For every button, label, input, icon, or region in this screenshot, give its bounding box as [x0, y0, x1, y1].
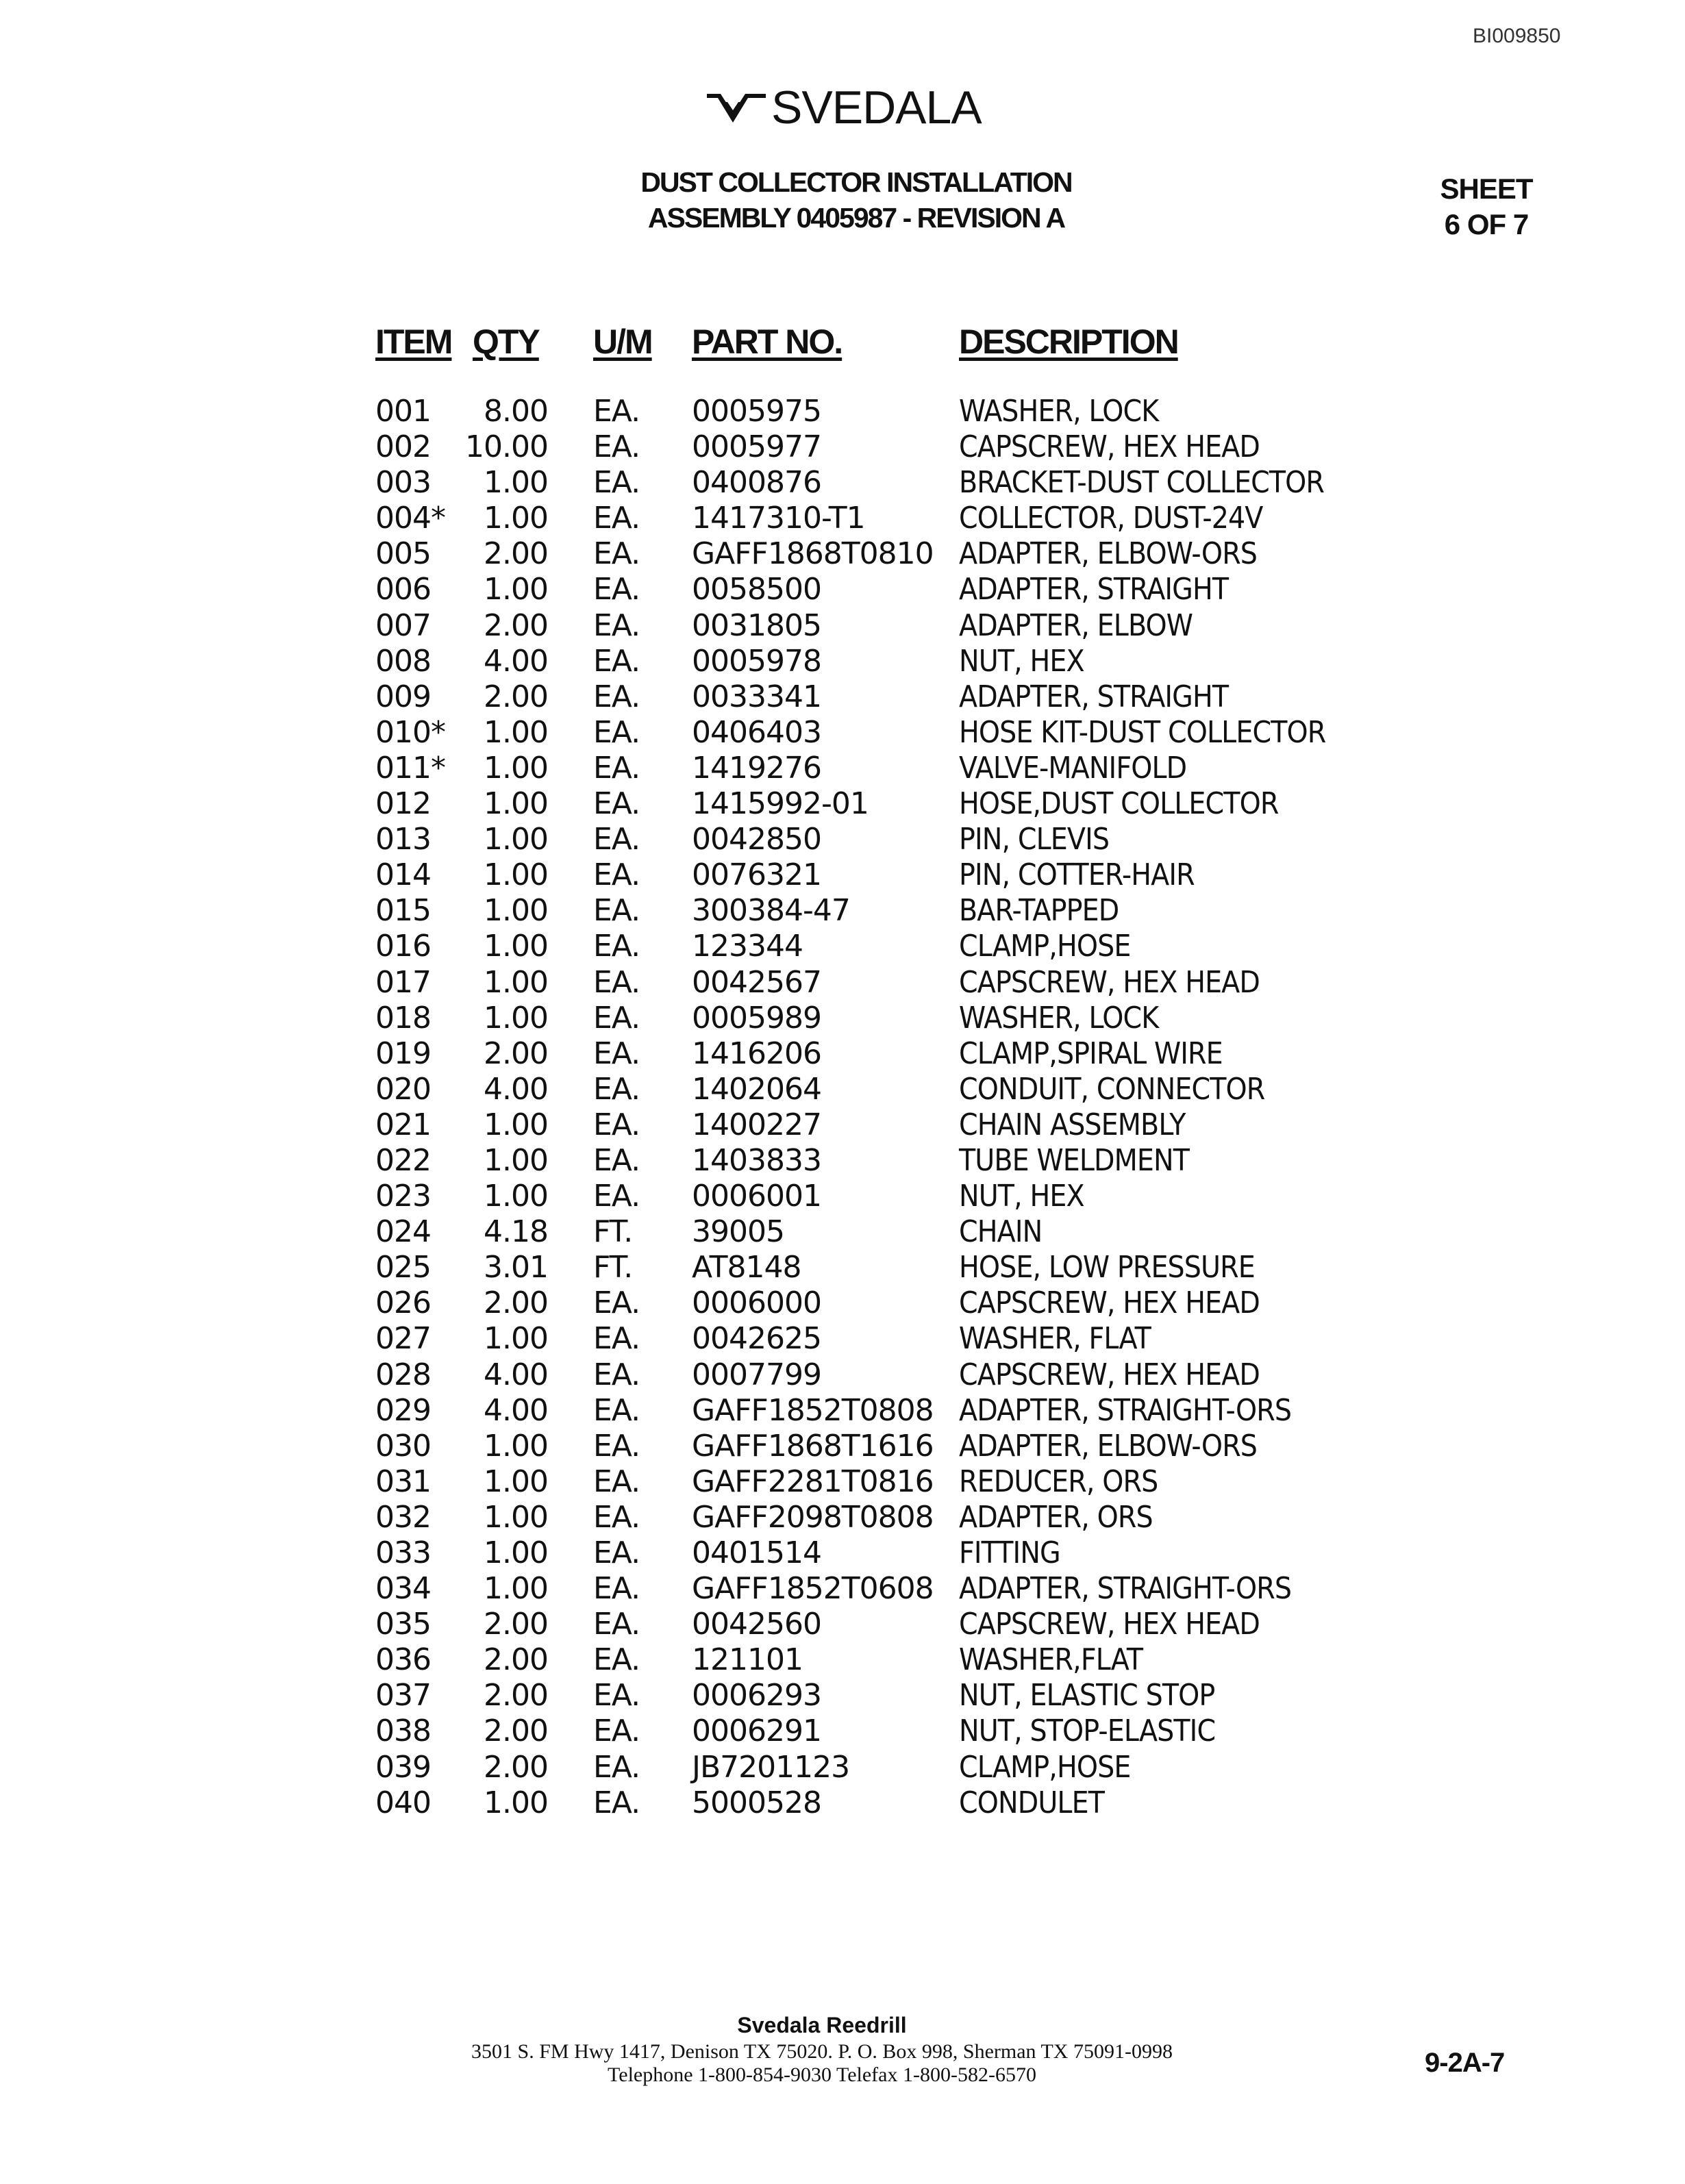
description-cell: CONDUIT, CONNECTOR	[959, 1071, 1265, 1107]
part-number-cell: 0058500	[692, 572, 821, 607]
item-cell: 034	[375, 1571, 431, 1607]
description-cell: CAPSCREW, HEX HEAD	[959, 1357, 1260, 1392]
description-cell: REDUCER, ORS	[959, 1464, 1158, 1499]
part-number-cell: 300384-47	[692, 893, 850, 929]
parts-table	[0, 394, 1685, 1821]
column-header-part: PART NO.	[692, 323, 842, 361]
part-number-cell: GAFF1868T0810	[692, 536, 934, 572]
qty-cell: 1.00	[484, 964, 548, 1000]
um-cell: EA.	[593, 1464, 640, 1499]
description-cell: CLAMP,SPIRAL WIRE	[959, 1035, 1223, 1071]
part-number-cell: 0005989	[692, 1000, 821, 1035]
um-cell: EA.	[593, 501, 640, 536]
um-cell: EA.	[593, 1428, 640, 1464]
item-cell: 008	[375, 643, 431, 679]
qty-cell: 1.00	[484, 822, 548, 857]
item-cell: 040	[375, 1785, 431, 1820]
part-number-cell: 0005978	[692, 643, 821, 679]
part-number-cell: 0005977	[692, 429, 821, 465]
item-cell: 014	[375, 857, 431, 893]
item-cell: 020	[375, 1071, 431, 1107]
table-row	[0, 1464, 1685, 1500]
um-cell: EA.	[593, 964, 640, 1000]
qty-cell: 2.00	[484, 679, 548, 714]
qty-cell: 1.00	[484, 714, 548, 750]
um-cell: EA.	[593, 429, 640, 465]
description-cell: CONDULET	[959, 1785, 1104, 1820]
description-cell: CHAIN	[959, 1214, 1043, 1250]
qty-cell: 1.00	[484, 857, 548, 893]
um-cell: EA.	[593, 1607, 640, 1642]
um-cell: EA.	[593, 822, 640, 857]
table-row	[0, 465, 1685, 501]
column-header-qty: QTY	[473, 323, 539, 361]
qty-cell: 1.00	[484, 893, 548, 929]
um-cell: EA.	[593, 1392, 640, 1428]
um-cell: EA.	[593, 1749, 640, 1785]
description-cell: ADAPTER, STRAIGHT	[959, 679, 1229, 714]
item-cell: 013	[375, 822, 431, 857]
part-number-cell: 0042567	[692, 964, 821, 1000]
um-cell: EA.	[593, 643, 640, 679]
um-cell: EA.	[593, 572, 640, 607]
part-number-cell: 0006293	[692, 1678, 821, 1714]
description-cell: FITTING	[959, 1535, 1060, 1570]
footer-company: Svedala Reedrill	[737, 2013, 907, 2037]
qty-cell: 2.00	[484, 1642, 548, 1678]
um-cell: EA.	[593, 1142, 640, 1178]
description-cell: CHAIN ASSEMBLY	[959, 1107, 1186, 1142]
um-cell: EA.	[593, 714, 640, 750]
part-number-cell: 0007799	[692, 1357, 821, 1392]
part-number-cell: 123344	[692, 929, 803, 964]
description-cell: VALVE-MANIFOLD	[959, 750, 1187, 786]
svedala-logo	[706, 81, 982, 134]
description-cell: CAPSCREW, HEX HEAD	[959, 1607, 1260, 1642]
item-cell: 016	[375, 929, 431, 964]
footer	[342, 2010, 1301, 2087]
table-row	[0, 1072, 1685, 1107]
um-cell: EA.	[593, 1714, 640, 1749]
part-number-cell: GAFF2281T0816	[692, 1464, 934, 1499]
qty-cell: 10.00	[465, 429, 548, 465]
description-cell: CLAMP,HOSE	[959, 929, 1131, 964]
item-cell: 005	[375, 536, 431, 572]
item-cell: 036	[375, 1642, 431, 1678]
table-row	[0, 429, 1685, 465]
table-row	[0, 608, 1685, 644]
table-row	[0, 1785, 1685, 1821]
table-row	[0, 822, 1685, 857]
qty-cell: 1.00	[484, 929, 548, 964]
description-cell: HOSE KIT-DUST COLLECTOR	[959, 714, 1326, 750]
description-cell: ADAPTER, ORS	[959, 1499, 1153, 1535]
qty-cell: 2.00	[484, 607, 548, 643]
description-cell: NUT, STOP-ELASTIC	[959, 1714, 1216, 1749]
description-cell: WASHER, FLAT	[959, 1321, 1151, 1357]
column-header-item: ITEM	[375, 323, 452, 361]
part-number-cell: 0033341	[692, 679, 821, 714]
item-cell: 032	[375, 1499, 431, 1535]
item-cell: 023	[375, 1179, 431, 1214]
qty-cell: 1.00	[484, 1142, 548, 1178]
part-number-cell: 0031805	[692, 607, 821, 643]
um-cell: EA.	[593, 1071, 640, 1107]
qty-cell: 1.00	[484, 1535, 548, 1570]
um-cell: EA.	[593, 1035, 640, 1071]
um-cell: EA.	[593, 1678, 640, 1714]
part-number-cell: 0006001	[692, 1179, 821, 1214]
item-cell: 007	[375, 607, 431, 643]
description-cell: PIN, COTTER-HAIR	[959, 857, 1195, 893]
qty-cell: 4.00	[484, 1392, 548, 1428]
table-row	[0, 1750, 1685, 1785]
description-cell: CAPSCREW, HEX HEAD	[959, 1285, 1260, 1321]
qty-cell: 1.00	[484, 1785, 548, 1820]
item-cell: 025	[375, 1250, 431, 1285]
item-cell: 030	[375, 1428, 431, 1464]
qty-cell: 2.00	[484, 1714, 548, 1749]
item-cell: 038	[375, 1714, 431, 1749]
table-row	[0, 857, 1685, 893]
qty-cell: 1.00	[484, 501, 548, 536]
description-cell: WASHER,FLAT	[959, 1642, 1143, 1678]
item-cell: 009	[375, 679, 431, 714]
qty-cell: 1.00	[484, 1179, 548, 1214]
qty-cell: 1.00	[484, 1000, 548, 1035]
part-number-cell: 0005975	[692, 394, 821, 429]
qty-cell: 3.01	[484, 1250, 548, 1285]
table-row	[0, 1535, 1685, 1571]
part-number-cell: 39005	[692, 1214, 784, 1250]
description-cell: BRACKET-DUST COLLECTOR	[959, 465, 1325, 501]
um-cell: EA.	[593, 1571, 640, 1607]
part-number-cell: 0042625	[692, 1321, 821, 1357]
description-cell: BAR-TAPPED	[959, 893, 1119, 929]
table-row	[0, 1179, 1685, 1214]
item-cell: 029	[375, 1392, 431, 1428]
item-cell: 017	[375, 964, 431, 1000]
um-cell: EA.	[593, 1285, 640, 1321]
table-row	[0, 1429, 1685, 1464]
item-cell: 015	[375, 893, 431, 929]
um-cell: FT.	[593, 1214, 633, 1250]
qty-cell: 1.00	[484, 1107, 548, 1142]
part-number-cell: 0400876	[692, 465, 821, 501]
table-header	[0, 322, 1685, 370]
part-number-cell: 1402064	[692, 1071, 821, 1107]
sheet-value: 6 OF 7	[1444, 208, 1529, 240]
qty-cell: 1.00	[484, 572, 548, 607]
part-number-cell: 0042850	[692, 822, 821, 857]
part-number-cell: 121101	[692, 1642, 803, 1678]
part-number-cell: JB7201123	[692, 1749, 850, 1785]
qty-cell: 4.18	[484, 1214, 548, 1250]
part-number-cell: 0042560	[692, 1607, 821, 1642]
um-cell: EA.	[593, 786, 640, 822]
table-row	[0, 751, 1685, 786]
qty-cell: 2.00	[484, 1035, 548, 1071]
description-cell: WASHER, LOCK	[959, 1000, 1159, 1035]
table-row	[0, 501, 1685, 536]
part-number-cell: 0406403	[692, 714, 821, 750]
part-number-cell: AT8148	[692, 1250, 801, 1285]
table-row	[0, 893, 1685, 929]
document-id: BI009850	[1473, 25, 1561, 47]
item-cell: 019	[375, 1035, 431, 1071]
description-cell: ADAPTER, STRAIGHT	[959, 572, 1229, 607]
qty-cell: 1.00	[484, 1571, 548, 1607]
item-cell: 004*	[375, 501, 445, 536]
item-cell: 027	[375, 1321, 431, 1357]
description-cell: PIN, CLEVIS	[959, 822, 1110, 857]
sheet-indicator	[1411, 171, 1562, 242]
item-cell: 002	[375, 429, 431, 465]
qty-cell: 1.00	[484, 750, 548, 786]
description-cell: ADAPTER, STRAIGHT-ORS	[959, 1571, 1292, 1607]
part-number-cell: 0006000	[692, 1285, 821, 1321]
item-cell: 039	[375, 1749, 431, 1785]
table-row	[0, 1036, 1685, 1072]
table-row	[0, 786, 1685, 822]
part-number-cell: 1419276	[692, 750, 821, 786]
description-cell: WASHER, LOCK	[959, 394, 1159, 429]
qty-cell: 2.00	[484, 536, 548, 572]
qty-cell: 4.00	[484, 643, 548, 679]
part-number-cell: 1403833	[692, 1142, 821, 1178]
qty-cell: 1.00	[484, 1464, 548, 1499]
part-number-cell: 0006291	[692, 1714, 821, 1749]
description-cell: HOSE,DUST COLLECTOR	[959, 786, 1279, 822]
um-cell: EA.	[593, 536, 640, 572]
um-cell: EA.	[593, 465, 640, 501]
item-cell: 028	[375, 1357, 431, 1392]
table-row	[0, 1250, 1685, 1285]
item-cell: 003	[375, 465, 431, 501]
part-number-cell: 1415992-01	[692, 786, 869, 822]
item-cell: 012	[375, 786, 431, 822]
description-cell: CLAMP,HOSE	[959, 1749, 1131, 1785]
um-cell: EA.	[593, 1642, 640, 1678]
table-row	[0, 394, 1685, 429]
qty-cell: 8.00	[484, 394, 548, 429]
um-cell: EA.	[593, 857, 640, 893]
table-row	[0, 1143, 1685, 1179]
um-cell: EA.	[593, 893, 640, 929]
description-cell: COLLECTOR, DUST-24V	[959, 501, 1263, 536]
qty-cell: 1.00	[484, 786, 548, 822]
um-cell: EA.	[593, 1499, 640, 1535]
item-cell: 011*	[375, 750, 445, 786]
description-cell: NUT, HEX	[959, 1179, 1084, 1214]
table-row	[0, 1500, 1685, 1535]
table-row	[0, 1214, 1685, 1250]
logo-text: SVEDALA	[771, 81, 982, 134]
um-cell: EA.	[593, 607, 640, 643]
um-cell: EA.	[593, 1000, 640, 1035]
item-cell: 018	[375, 1000, 431, 1035]
qty-cell: 1.00	[484, 1321, 548, 1357]
part-number-cell: 0076321	[692, 857, 821, 893]
table-row	[0, 644, 1685, 679]
part-number-cell: GAFF1852T0608	[692, 1571, 934, 1607]
sheet-label: SHEET	[1440, 173, 1533, 205]
table-row	[0, 1393, 1685, 1429]
title-line-1: DUST COLLECTOR INSTALLATION	[640, 166, 1072, 198]
description-cell: ADAPTER, ELBOW	[959, 607, 1193, 643]
part-number-cell: 1417310-T1	[692, 501, 865, 536]
description-cell: ADAPTER, STRAIGHT-ORS	[959, 1392, 1292, 1428]
description-cell: ADAPTER, ELBOW-ORS	[959, 536, 1258, 572]
part-number-cell: 0401514	[692, 1535, 821, 1570]
um-cell: FT.	[593, 1250, 633, 1285]
document-title	[616, 164, 1096, 236]
qty-cell: 2.00	[484, 1285, 548, 1321]
item-cell: 037	[375, 1678, 431, 1714]
table-row	[0, 679, 1685, 715]
table-row	[0, 1321, 1685, 1357]
um-cell: EA.	[593, 1785, 640, 1820]
table-row	[0, 1001, 1685, 1036]
item-cell: 024	[375, 1214, 431, 1250]
column-header-description: DESCRIPTION	[959, 323, 1178, 361]
um-cell: EA.	[593, 1321, 640, 1357]
qty-cell: 1.00	[484, 1499, 548, 1535]
item-cell: 031	[375, 1464, 431, 1499]
description-cell: CAPSCREW, HEX HEAD	[959, 964, 1260, 1000]
part-number-cell: 1400227	[692, 1107, 821, 1142]
item-cell: 026	[375, 1285, 431, 1321]
um-cell: EA.	[593, 1535, 640, 1570]
part-number-cell: GAFF2098T0808	[692, 1499, 934, 1535]
svedala-chevron-logo-icon	[706, 88, 767, 127]
item-cell: 010*	[375, 714, 445, 750]
table-row	[0, 1678, 1685, 1714]
part-number-cell: GAFF1852T0808	[692, 1392, 934, 1428]
table-row	[0, 1607, 1685, 1642]
footer-phone: Telephone 1-800-854-9030 Telefax 1-800-582-6570	[608, 2063, 1036, 2086]
table-row	[0, 1571, 1685, 1607]
part-number-cell: 5000528	[692, 1785, 821, 1820]
um-cell: EA.	[593, 750, 640, 786]
part-number-cell: GAFF1868T1616	[692, 1428, 934, 1464]
table-row	[0, 1285, 1685, 1321]
description-cell: ADAPTER, ELBOW-ORS	[959, 1428, 1258, 1464]
description-cell: TUBE WELDMENT	[959, 1142, 1189, 1178]
description-cell: HOSE, LOW PRESSURE	[959, 1250, 1255, 1285]
page-code: 9-2A-7	[1425, 2048, 1505, 2078]
item-cell: 001	[375, 394, 431, 429]
description-cell: NUT, HEX	[959, 643, 1084, 679]
column-header-um: U/M	[593, 323, 652, 361]
qty-cell: 2.00	[484, 1749, 548, 1785]
item-cell: 033	[375, 1535, 431, 1570]
um-cell: EA.	[593, 394, 640, 429]
qty-cell: 1.00	[484, 465, 548, 501]
table-row	[0, 929, 1685, 964]
table-row	[0, 1714, 1685, 1749]
qty-cell: 2.00	[484, 1607, 548, 1642]
table-row	[0, 572, 1685, 607]
description-cell: NUT, ELASTIC STOP	[959, 1678, 1215, 1714]
um-cell: EA.	[593, 1107, 640, 1142]
qty-cell: 4.00	[484, 1071, 548, 1107]
item-cell: 021	[375, 1107, 431, 1142]
table-row	[0, 1357, 1685, 1393]
table-row	[0, 1642, 1685, 1678]
part-number-cell: 1416206	[692, 1035, 821, 1071]
um-cell: EA.	[593, 1357, 640, 1392]
description-cell: CAPSCREW, HEX HEAD	[959, 429, 1260, 465]
qty-cell: 1.00	[484, 1428, 548, 1464]
um-cell: EA.	[593, 1179, 640, 1214]
footer-address: 3501 S. FM Hwy 1417, Denison TX 75020. P. O. Box 998, Sherman TX 75091-0998	[471, 2040, 1173, 2063]
table-row	[0, 1107, 1685, 1143]
um-cell: EA.	[593, 679, 640, 714]
qty-cell: 4.00	[484, 1357, 548, 1392]
item-cell: 022	[375, 1142, 431, 1178]
item-cell: 006	[375, 572, 431, 607]
table-row	[0, 715, 1685, 751]
qty-cell: 2.00	[484, 1678, 548, 1714]
table-row	[0, 965, 1685, 1001]
um-cell: EA.	[593, 929, 640, 964]
title-line-2: ASSEMBLY 0405987 - REVISION A	[647, 202, 1065, 234]
item-cell: 035	[375, 1607, 431, 1642]
table-row	[0, 536, 1685, 572]
